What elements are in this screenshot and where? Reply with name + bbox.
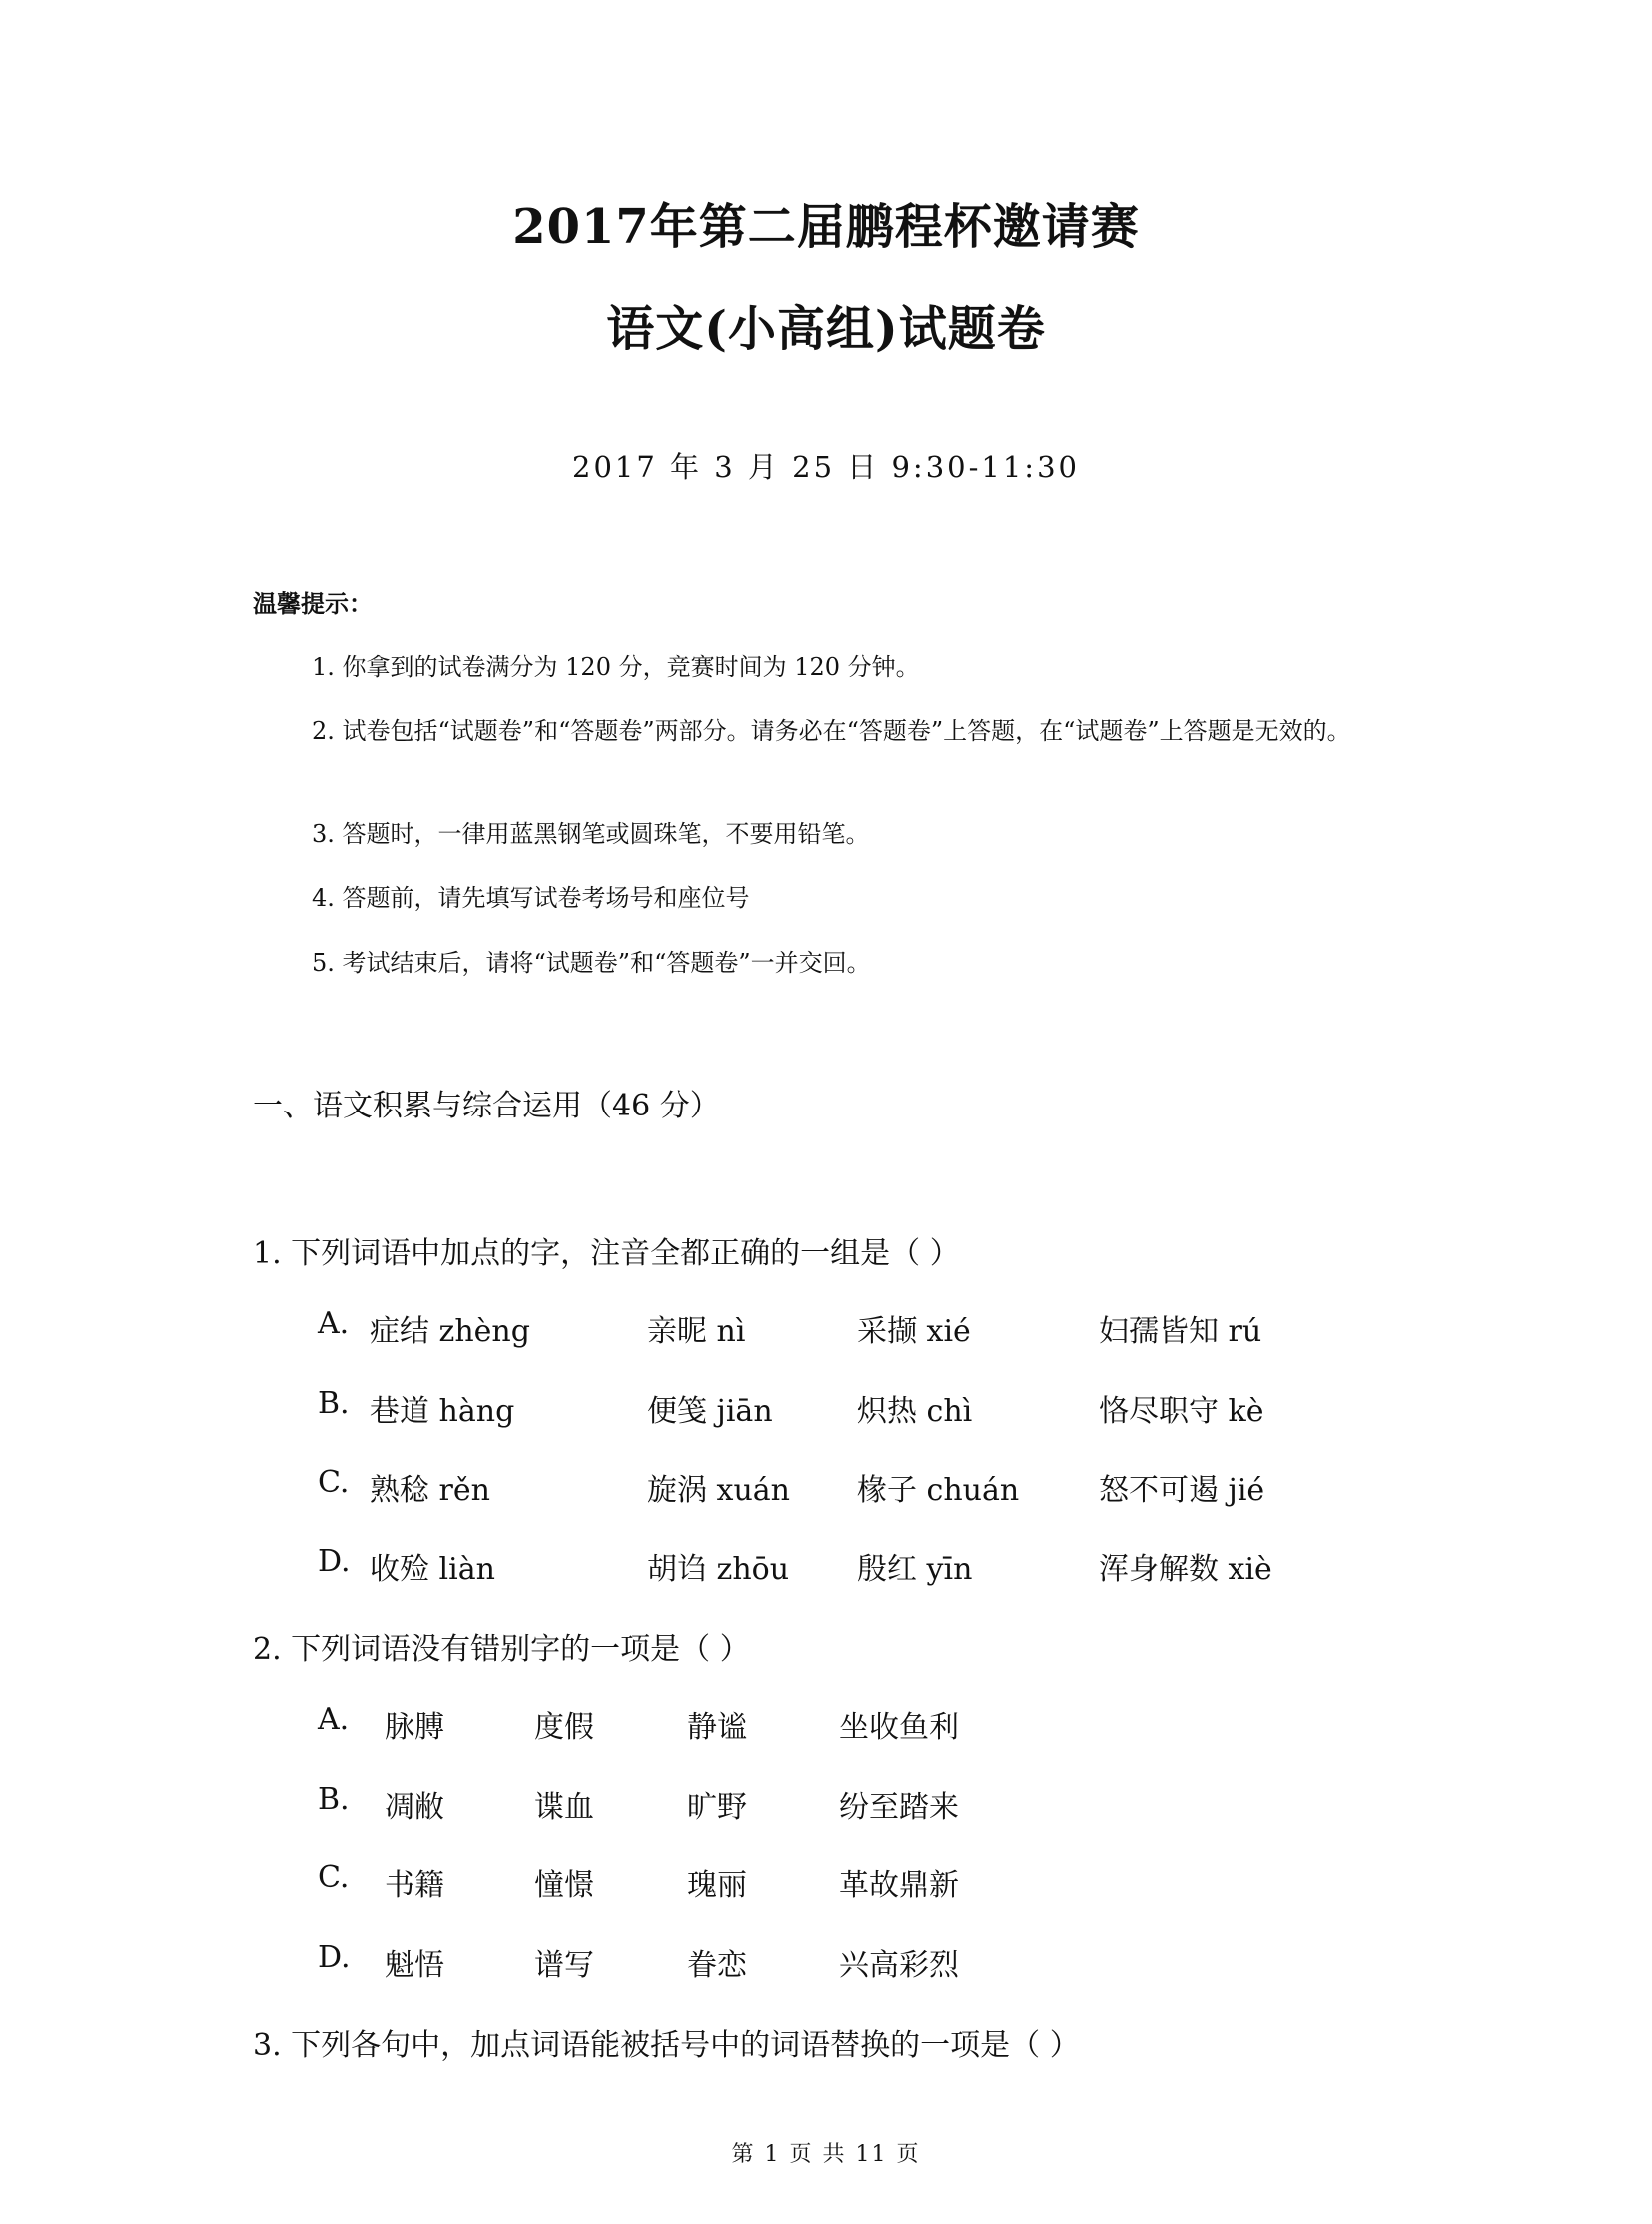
tip-item: 5. 考试结束后，请将“试题卷”和“答题卷”一并交回。: [312, 949, 871, 977]
option-label: D.: [318, 1940, 351, 1975]
option-choice: 憧憬: [534, 1868, 594, 1903]
option-label: C.: [318, 1465, 350, 1500]
exam-subtitle: 语文(小高组)试题卷: [606, 301, 1046, 357]
option-choice: 胡诌 zhōu: [647, 1552, 790, 1587]
option-label: B.: [318, 1782, 350, 1817]
option-choice: 脉膊: [385, 1710, 444, 1745]
option-choice: 纷至踏来: [839, 1790, 959, 1825]
tip-item: 3. 答题时，一律用蓝黑钢笔或圆珠笔，不要用铅笔。: [312, 820, 870, 848]
option-choice: 书籍: [385, 1868, 444, 1903]
option-choice: 怒不可遏 jié: [1099, 1473, 1265, 1508]
option-label: A.: [318, 1702, 350, 1737]
option-choice: 革故鼎新: [839, 1868, 959, 1903]
option-choice: 熟稔 rěn: [370, 1473, 490, 1508]
tips-heading: 温馨提示：: [253, 589, 373, 618]
tip-item: 1. 你拿到的试卷满分为 120 分，竞赛时间为 120 分钟。: [312, 653, 920, 681]
option-choice: 症结 zhèng: [370, 1314, 530, 1349]
option-choice: 凋敝: [385, 1790, 444, 1825]
option-choice: 眷恋: [687, 1948, 747, 1983]
option-choice: 谱写: [534, 1948, 594, 1983]
option-choice: 瑰丽: [687, 1868, 747, 1903]
option-label: B.: [318, 1386, 350, 1421]
option-choice: 度假: [534, 1710, 594, 1745]
option-choice: 便笺 jiān: [647, 1394, 773, 1429]
question-stem: 1. 下列词语中加点的字，注音全都正确的一组是（ ）: [253, 1236, 960, 1271]
section-heading: 一、语文积累与综合运用（46 分）: [253, 1089, 720, 1123]
exam-datetime: 2017 年 3 月 25 日 9:30-11:30: [572, 450, 1080, 484]
option-choice: 魁悟: [385, 1948, 444, 1983]
option-label: D.: [318, 1544, 351, 1579]
option-choice: 炽热 chì: [857, 1394, 973, 1429]
option-choice: 椽子 chuán: [857, 1473, 1020, 1508]
option-choice: 旋涡 xuán: [647, 1473, 790, 1508]
option-choice: 收殓 liàn: [370, 1552, 495, 1587]
option-choice: 采撷 xié: [857, 1314, 971, 1349]
exam-title: 2017年第二届鹏程杯邀请赛: [512, 199, 1140, 255]
question-stem: 3. 下列各句中，加点词语能被括号中的词语替换的一项是（ ）: [253, 2028, 1080, 2063]
option-choice: 静谧: [687, 1710, 747, 1745]
option-choice: 兴高彩烈: [839, 1948, 959, 1983]
option-choice: 恪尽职守 kè: [1099, 1394, 1264, 1429]
question-stem: 2. 下列词语没有错别字的一项是（ ）: [253, 1632, 750, 1667]
option-choice: 殷红 yīn: [857, 1552, 973, 1587]
option-choice: 亲昵 nì: [647, 1314, 746, 1349]
option-choice: 谍血: [534, 1790, 594, 1825]
option-label: C.: [318, 1860, 350, 1895]
tip-item: 4. 答题前，请先填写试卷考场号和座位号: [312, 884, 750, 912]
option-choice: 妇孺皆知 rú: [1099, 1314, 1262, 1349]
option-choice: 浑身解数 xiè: [1099, 1552, 1272, 1587]
tip-item: 2. 试卷包括“试题卷”和“答题卷”两部分。请务必在“答题卷”上答题，在“试题卷”上答题是无效的。: [312, 717, 1351, 745]
option-choice: 巷道 hàng: [370, 1394, 515, 1429]
option-choice: 旷野: [687, 1790, 747, 1825]
page-number: 第 1 页 共 11 页: [731, 2142, 921, 2167]
option-choice: 坐收鱼利: [839, 1710, 959, 1745]
option-label: A.: [318, 1306, 350, 1341]
